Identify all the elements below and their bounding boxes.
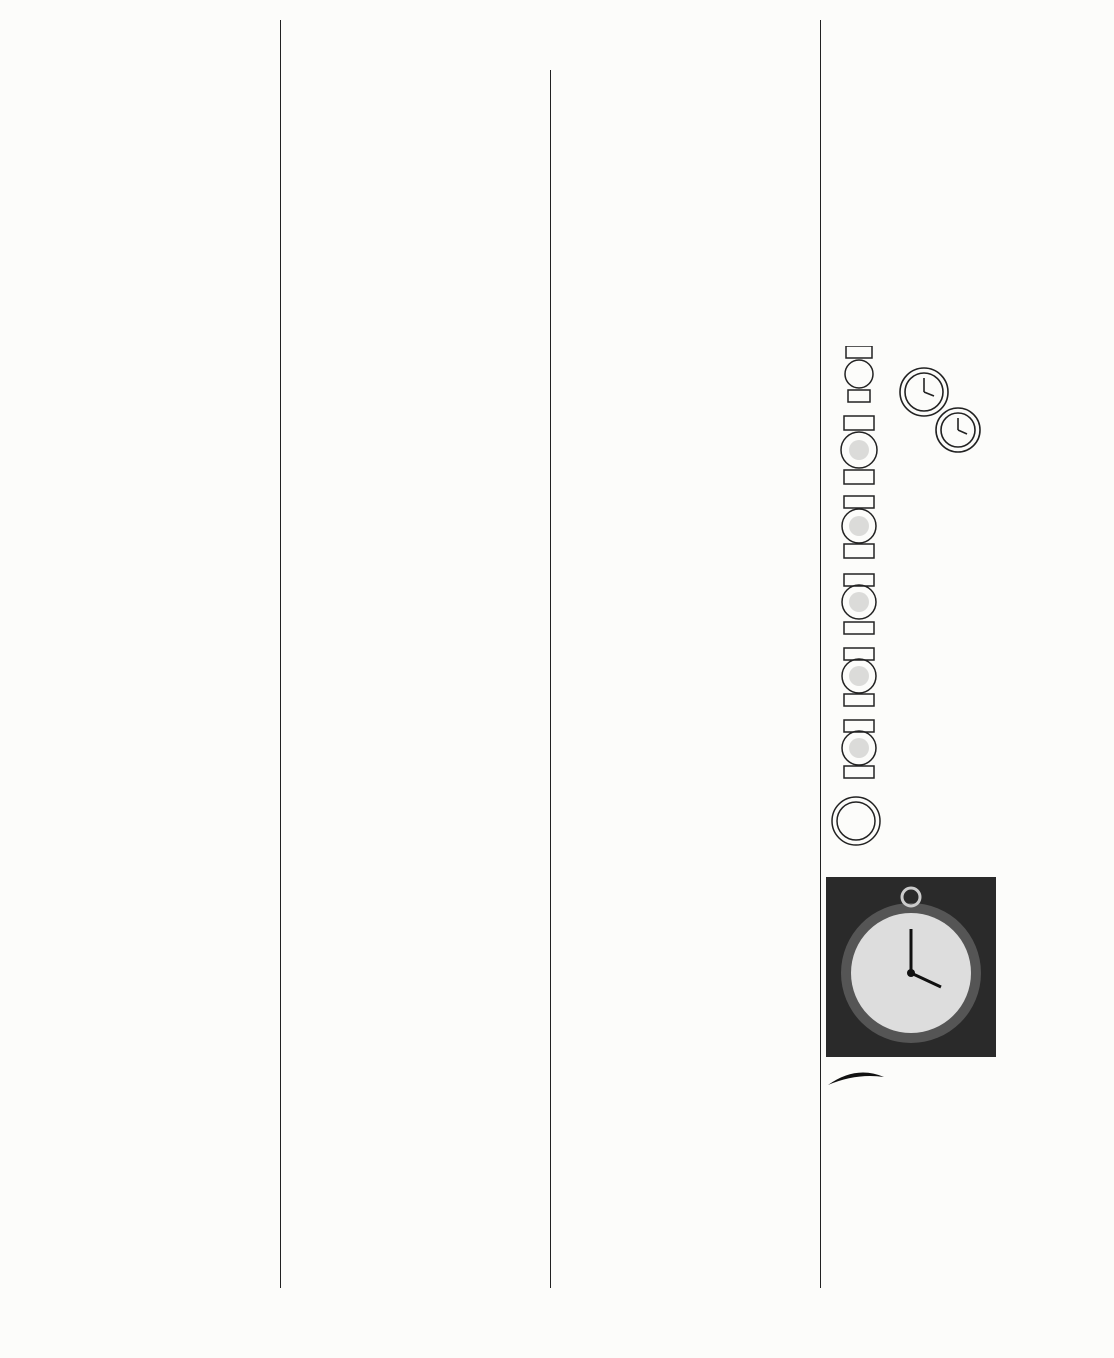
wristwatch-icon [826,346,896,866]
advert-text [896,346,1098,871]
column-rule [280,20,281,1288]
column-rule [550,70,551,1288]
swiss-watches-advert [826,338,1098,1278]
alarm-clock-icon [896,352,986,462]
watch-illustrations [826,346,896,871]
wing-logo-icon [826,1063,886,1093]
alarm-clock-text [986,352,1098,462]
column-rule [820,20,821,1288]
pocket-watch-icon [826,877,996,1057]
